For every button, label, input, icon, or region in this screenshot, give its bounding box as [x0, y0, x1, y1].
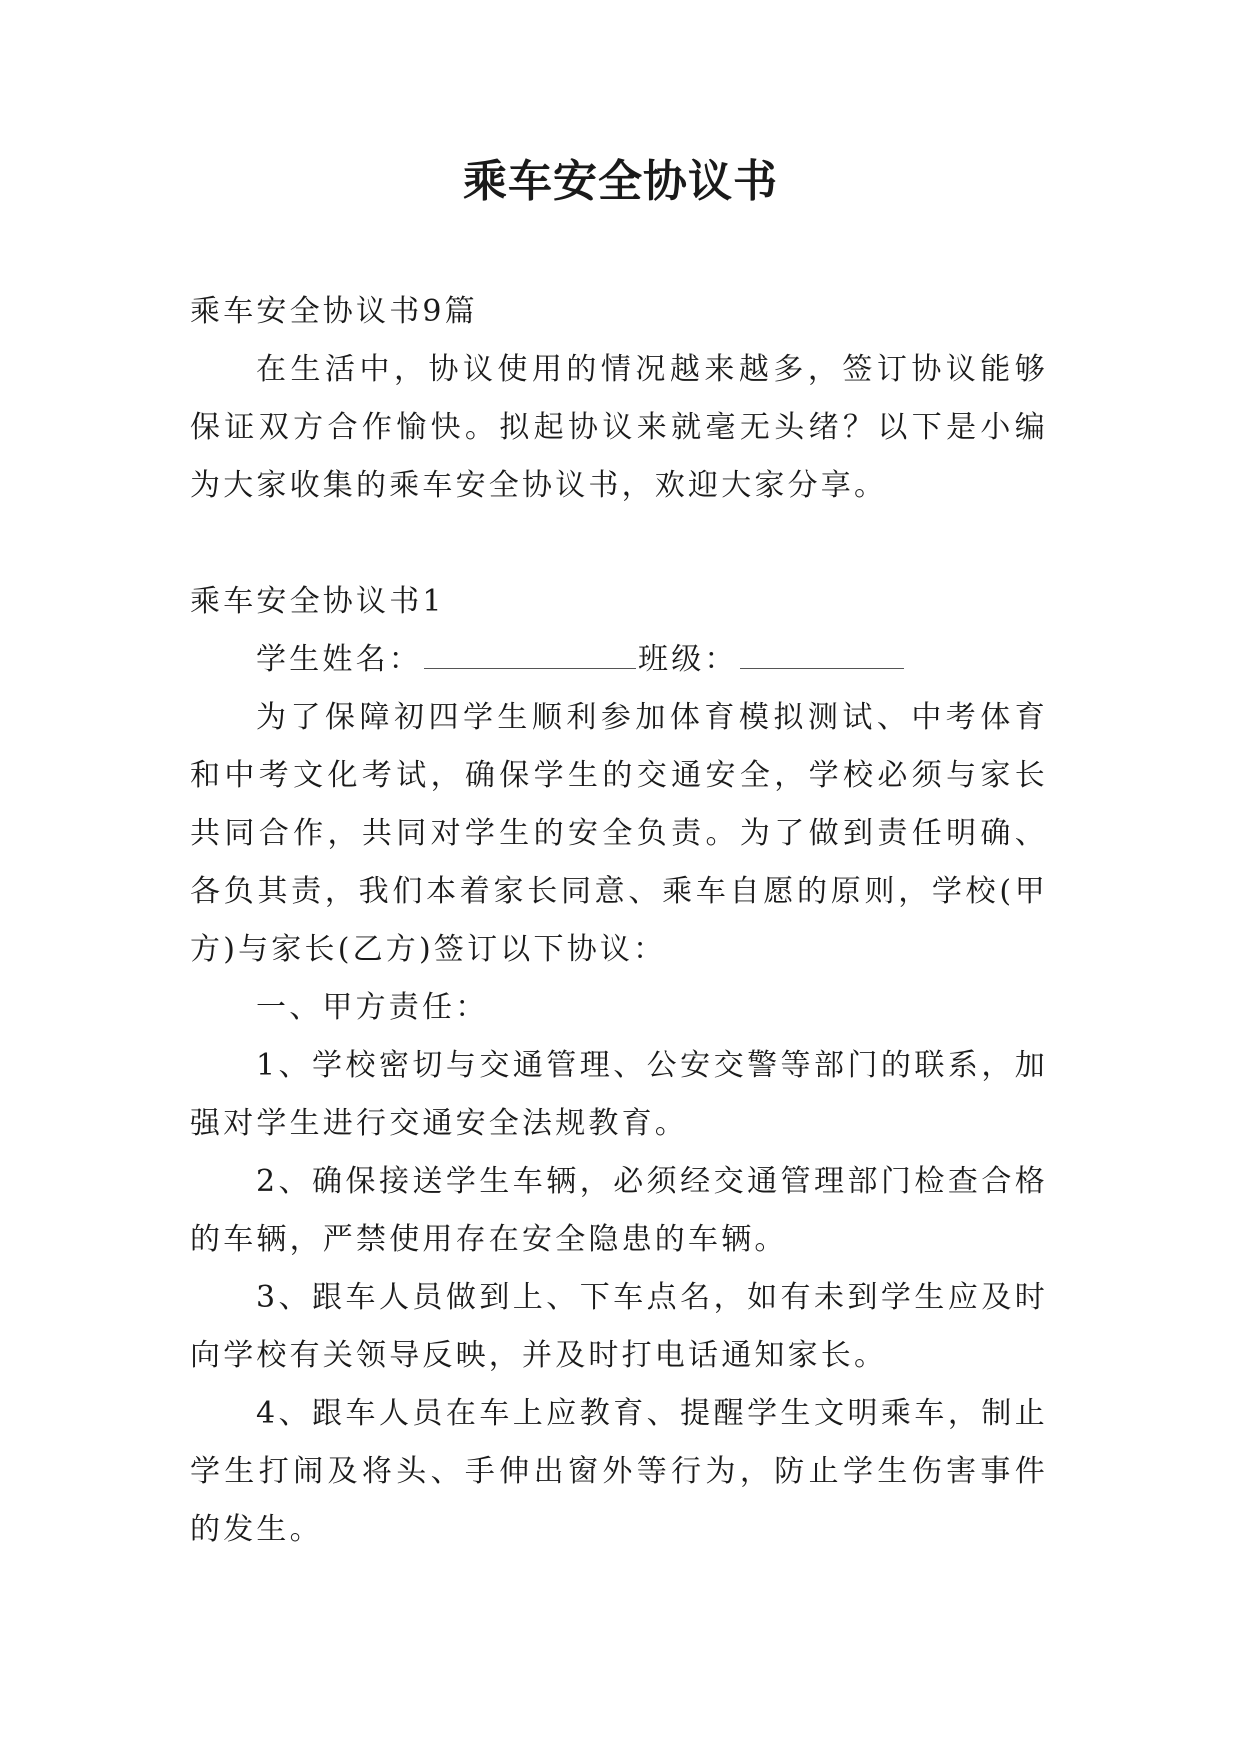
clause-paragraph: 3、跟车人员做到上、下车点名，如有未到学生应及时向学校有关领导反映，并及时打电话通知家长。 [190, 1280, 1048, 1373]
party-a-heading: 一、甲方责任： [256, 990, 489, 1025]
student-info-line [190, 631, 1048, 689]
document-body [190, 283, 1048, 1559]
student-name-label: 学生姓名： [256, 642, 422, 677]
preamble-paragraph: 为了保障初四学生顺利参加体育模拟测试、中考体育和中考文化考试，确保学生的交通安全，学校必须与家长共同合作，共同对学生的安全负责。为了做到责任明确、各负其责，我们本着家长同意、乘车自愿的原则，学校(甲方)与家长(乙方)签订以下协议： [190, 700, 1048, 967]
section-heading: 乘车安全协议书1 [190, 584, 445, 619]
class-field[interactable] [740, 642, 904, 669]
document-subtitle: 乘车安全协议书9篇 [190, 294, 478, 329]
clause-paragraph: 4、跟车人员在车上应教育、提醒学生文明乘车，制止学生打闹及将头、手伸出窗外等行为，防止学生伤害事件的发生。 [190, 1396, 1048, 1547]
document-title: 乘车安全协议书 [463, 156, 778, 207]
intro-paragraph: 在生活中，协议使用的情况越来越多，签订协议能够保证双方合作愉快。拟起协议来就毫无头绪？以下是小编为大家收集的乘车安全协议书，欢迎大家分享。 [190, 352, 1048, 503]
class-label: 班级： [638, 642, 738, 677]
clause-paragraph: 2、确保接送学生车辆，必须经交通管理部门检查合格的车辆，严禁使用存在安全隐患的车辆。 [190, 1164, 1048, 1257]
student-name-field[interactable] [424, 642, 636, 669]
clause-paragraph: 1、学校密切与交通管理、公安交警等部门的联系，加强对学生进行交通安全法规教育。 [190, 1048, 1048, 1141]
